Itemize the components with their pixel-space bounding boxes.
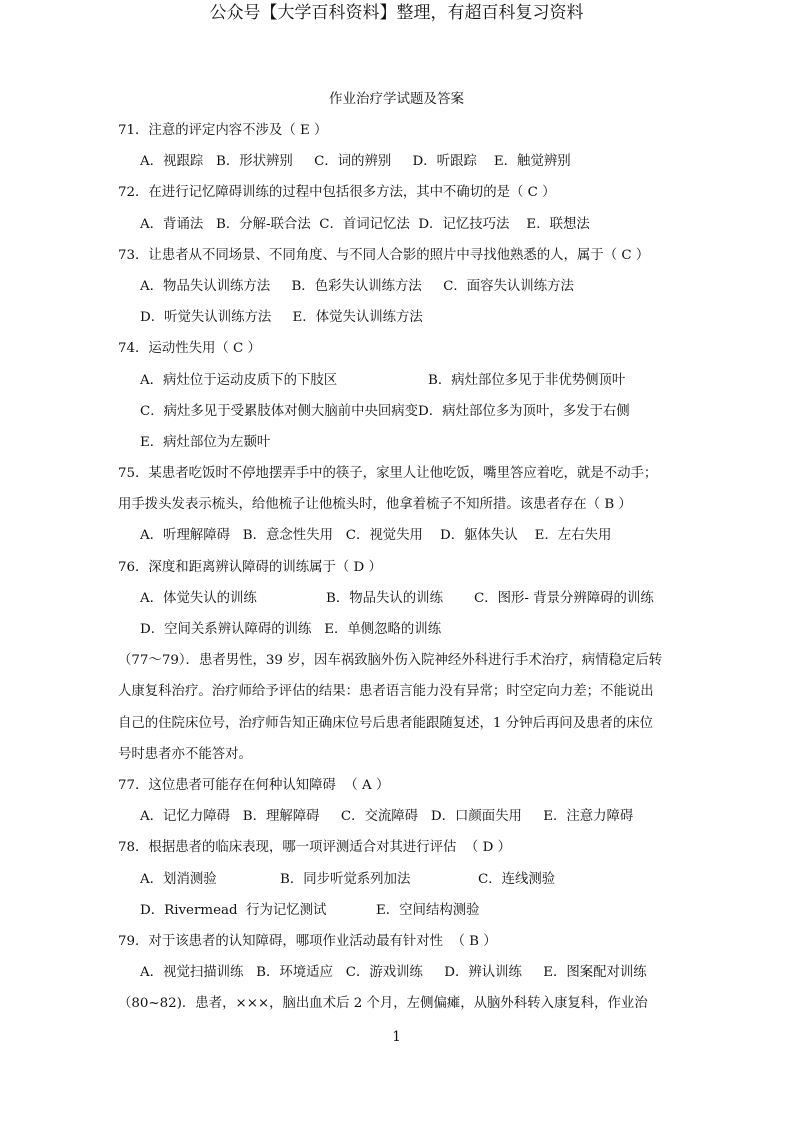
option-76-c: C．图形- 背景分辨障碍的训练 [474,590,654,606]
option-76-b: B．物品失认的训练 [326,590,443,606]
page-number: 1 [392,1029,401,1045]
option-76-a: A．体觉失认的训练 [140,590,257,606]
question-74: 74．运动性失用（ C ） [118,341,261,357]
question-73: 73．让患者从不同场景、不同角度、与不同人合影的照片中寻找他熟悉的人，属于（ C ） [118,247,650,263]
option-78-c: C．连线测验 [478,871,556,887]
option-78-a: A．划消测验 [140,871,217,887]
option-78-b: B．同步听觉系列加法 [280,871,411,887]
question-76-options-row2: D．空间关系辨认障碍的训练 E．单侧忽略的训练 [140,622,442,637]
question-79: 79．对于该患者的认知障碍，哪项作业活动最有针对性 （ B ） [118,933,497,949]
case-77-79-line3: 自己的住院床位号，治疗师告知正确床位号后患者能跟随复述，1 分钟后再问及患者的床位 [118,715,654,731]
question-74-options-row2: C．病灶多见于受累肢体对侧大脑前中央回病变D．病灶部位多为顶叶，多发于右侧 [140,403,630,419]
page-title: 作业治疗学试题及答案 [329,91,464,107]
question-77-options: A．记忆力障碍 B．理解障碍 C．交流障碍 D．口颜面失用 E．注意力障碍 [140,809,634,825]
question-76-options-row1 [118,583,678,614]
question-77: 77．这位患者可能存在何种认知障碍 （ A ） [118,777,390,793]
header-banner: 公众号【大学百科资料】整理，有超百科复习资料 [209,3,584,23]
question-73-options-row2: D．听觉失认训练方法 E．体觉失认训练方法 [140,310,423,326]
case-77-79-line2: 人康复科治疗。治疗师给予评估的结果：患者语言能力没有异常；时空定向力差；不能说出 [118,684,654,700]
question-75-options: A．听理解障碍 B．意念性失用 C．视觉失用 D．躯体失认 E．左右失用 [140,528,612,544]
case-77-79-line1: （77～79）．患者男性，39 岁，因车祸致脑外伤入院神经外科进行手术治疗，病情稳定后转 [118,653,663,669]
question-71-options: A．视跟踪 B．形状辨别 C．词的辨别 D．听跟踪 E．触觉辨别 [140,154,571,170]
case-80-82-line1: （80~82)．患者，×××，脑出血术后 2 个月，左侧偏瘫，从脑外科转入康复科，作业治 [118,996,648,1012]
option-74-a: A．病灶位于运动皮质下的下肢区 [140,372,338,388]
question-73-options-row1: A．物品失认训练方法 B．色彩失认训练方法 C．面容失认训练方法 [140,278,574,294]
question-78: 78．根据患者的临床表现，哪一项评测适合对其进行评估 （ D ） [118,840,511,856]
question-76: 76．深度和距离辨认障碍的训练属于（ D ） [118,559,382,575]
question-74-options-row3: E．病灶部位为左颞叶 [140,434,271,450]
question-list [118,115,678,1019]
question-72: 72．在进行记忆障碍训练的过程中包括很多方法，其中不确切的是（ C ） [118,185,556,201]
question-78-options-row2 [118,895,678,926]
question-78-options-row1 [118,864,678,895]
question-79-options: A．视觉扫描训练 B．环境适应 C．游戏训练 D．辨认训练 E．图案配对训练 [140,965,647,981]
option-78-e: E．空间结构测验 [376,902,480,918]
option-74-b: B．病灶部位多见于非优势侧顶叶 [428,372,626,388]
question-72-options: A．背诵法 B．分解-联合法 C．首词记忆法 D．记忆技巧法 E．联想法 [140,216,590,232]
question-74-options-row1 [118,365,678,396]
question-75-line1: 75．某患者吃饭时不停地摆弄手中的筷子，家里人让他吃饭，嘴里答应着吃，就是不动手； [118,466,658,482]
question-71: 71．注意的评定内容不涉及（ E ） [118,123,328,138]
option-78-d: D．Rivermead 行为记忆测试 [140,902,327,918]
question-75-line2: 用手拨头发表示梳头，给他梳子让他梳头时，他拿着梳子不知所措。该患者存在（ B ） [118,497,632,513]
case-77-79-line4: 号时患者亦不能答对。 [118,746,252,762]
